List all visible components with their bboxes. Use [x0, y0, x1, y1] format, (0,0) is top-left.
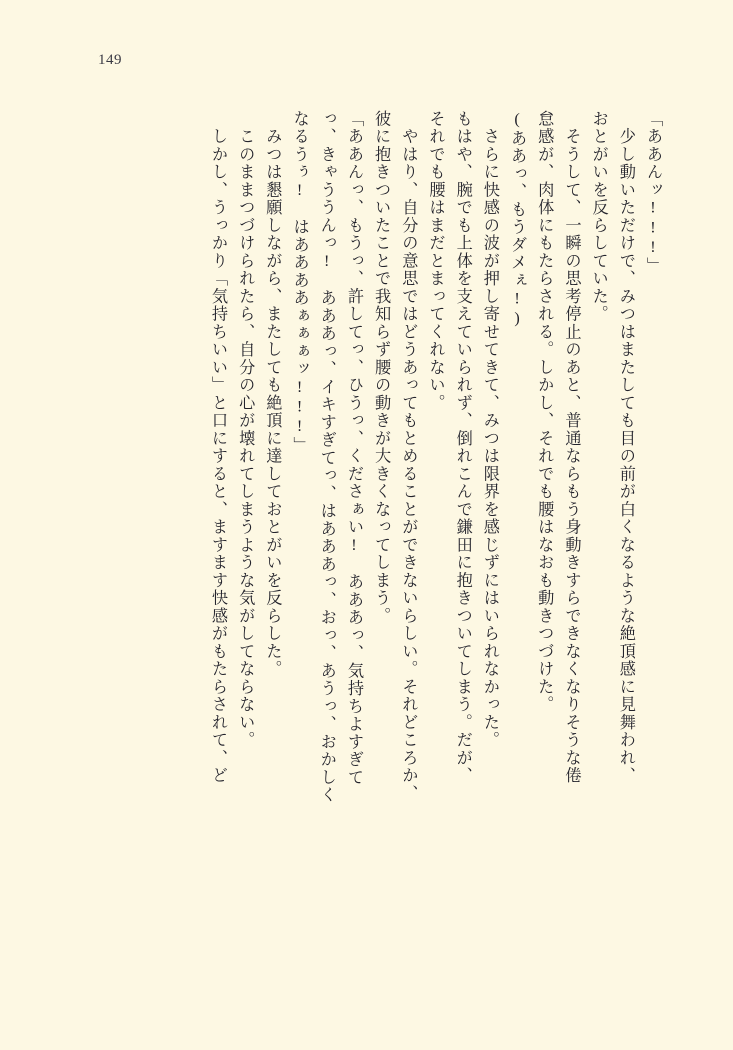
text-line: なるうぅ! はああああぁぁぁッ!!!」 — [290, 110, 309, 455]
text-line: このままつづけられたら、自分の心が壊れてしまうような気がしてならない。 — [236, 110, 255, 749]
text-line: もはや、腕でも上体を支えていられず、倒れこんで鎌田に抱きついてしまう。だが、 — [453, 110, 472, 785]
text-line: (ああっ、もうダメぇ!) — [508, 110, 527, 329]
text-line: おとがいを反らしていた。 — [589, 110, 608, 323]
text-line: 彼に抱きついたことで我知らず腰の動きが大きくなってしまう。 — [372, 110, 391, 625]
text-line: そうして、一瞬の思考停止のあと、普通ならもう身動きすらできなくなりそうな倦 — [562, 110, 581, 785]
page-number: 149 — [98, 52, 122, 68]
text-line: それでも腰はまだとまってくれない。 — [426, 110, 445, 412]
text-line: っ、きゃううんっ! あああっ、イキすぎてっ、はあああっ、おっ、あうっ、おかしく — [317, 110, 336, 805]
text-line: 少し動いただけで、みつはまたしても目の前が白くなるような絶頂感に見舞われ、 — [616, 110, 635, 785]
text-line: みつは懇願しながら、またしても絶頂に達しておとがいを反らした。 — [263, 110, 282, 678]
text-line: 「ああんっ、もうっ、許してっ、ひうっ、くださぁい! あああっ、気持ちよすぎて — [344, 110, 363, 787]
text-line: さらに快感の波が押し寄せてきて、みつは限界を感じずにはいられなかった。 — [480, 110, 499, 749]
text-line: やはり、自分の意思ではどうあってもとめることができないらしい。それどころか、 — [399, 110, 418, 803]
text-line: 怠感が、肉体にもたらされる。しかし、それでも腰はなおも動きつづけた。 — [535, 110, 554, 714]
text-line: しかし、うっかり「気持ちいい」と口にすると、ますます快感がもたらされて、ど — [209, 110, 227, 785]
text-line: 「ああんッ!!!」 — [644, 110, 662, 276]
vertical-text-body — [101, 110, 661, 980]
